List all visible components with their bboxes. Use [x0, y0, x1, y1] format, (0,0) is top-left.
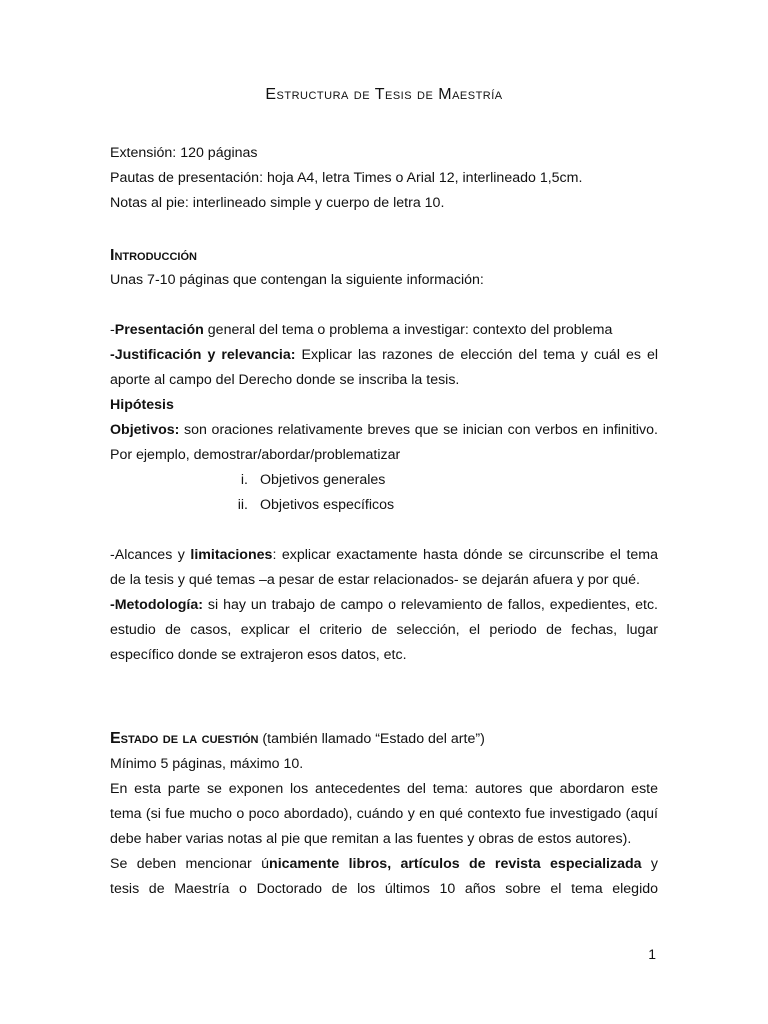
metodologia-term: -Metodología: — [110, 597, 203, 613]
pautas-line: Pautas de presentación: hoja A4, letra Times o Arial 12, interlineado 1,5cm. — [110, 170, 583, 186]
estado-heading: Estado de la cuestión — [110, 730, 259, 747]
estado-last-line: tesis de Maestría o Doctorado de los últimos 10 años sobre el tema elegido — [110, 881, 658, 897]
estado-minimo: Mínimo 5 páginas, máximo 10. — [110, 756, 304, 772]
estado-mencionar — [110, 852, 658, 877]
estado-parte: En esta parte se exponen los antecedentes del tema: autores que abordaron este tema (si fue mucho o poco abordado), cuándo y en qué contexto fue investigado (aquí debe haber varias notas al pie que remitan a las fuentes y obras de estos autores). — [110, 781, 658, 847]
justificacion-text: Explicar las razones de elección del tema y cuál es el aporte al campo del Derecho donde se inscriba la tesis. — [110, 347, 658, 388]
alcances-paragraph — [110, 543, 658, 593]
list-item-number: i. — [240, 472, 248, 488]
introduccion-heading: Introducción — [110, 247, 197, 264]
metodologia-text: si hay un trabajo de campo o relevamiento de fallos, expedientes, etc. estudio de casos, explicar el criterio de selección, el periodo de fechas, lugar específico donde se extrajeron esos datos, etc. — [110, 597, 658, 663]
introduccion-section — [110, 243, 658, 668]
alcances-term: limitaciones — [190, 547, 273, 563]
extension-line: Extensión: 120 páginas — [110, 145, 258, 161]
objetivos-term: Objetivos: — [110, 422, 180, 438]
presentacion-term: Presentación — [114, 322, 204, 338]
page-number: 1 — [648, 946, 656, 962]
estado-section — [110, 726, 658, 902]
alcances-text: : explicar exactamente hasta dónde se circunscribe el tema de la tesis y qué temas –a pesar de estar relacionados- se dejarán afuera y por qué. — [110, 547, 658, 588]
introduccion-intro: Unas 7-10 páginas que contengan la siguiente información: — [110, 272, 484, 288]
metodologia-paragraph — [110, 593, 658, 668]
estado-heading-note: (también llamado “Estado del arte”) — [258, 731, 485, 747]
alcances-prefix: -Alcances y — [110, 547, 191, 563]
objetivos-text: son oraciones relativamente breves que se inician con verbos en infinitivo. Por ejemplo, demostrar/abordar/problematizar — [110, 422, 658, 463]
justificacion-term: -Justificación y relevancia: — [110, 347, 296, 363]
list-item-number: ii. — [237, 497, 248, 513]
notas-line: Notas al pie: interlineado simple y cuerpo de letra 10. — [110, 195, 445, 211]
hipotesis-heading: Hipótesis — [110, 397, 174, 413]
justificacion-paragraph — [110, 343, 658, 393]
document-title: Estructura de Tesis de Maestría — [265, 86, 503, 103]
objetivos-paragraph — [110, 418, 658, 468]
objetivos-list — [110, 468, 658, 518]
estado-heading-line — [110, 726, 658, 752]
mencionar-suffix: y — [641, 856, 658, 872]
mencionar-term: nicamente libros, artículos de revista especializada — [269, 856, 642, 872]
presentacion-paragraph — [110, 318, 658, 343]
list-item — [110, 468, 658, 493]
list-item-label: Objetivos específicos — [260, 497, 395, 513]
list-item — [110, 493, 658, 518]
list-item-label: Objetivos generales — [260, 472, 386, 488]
mencionar-prefix: Se deben mencionar ú — [110, 856, 270, 872]
presentacion-text: general del tema o problema a investigar: contexto del problema — [203, 322, 613, 338]
header-info — [110, 141, 658, 216]
presentacion-prefix: - — [110, 322, 115, 338]
